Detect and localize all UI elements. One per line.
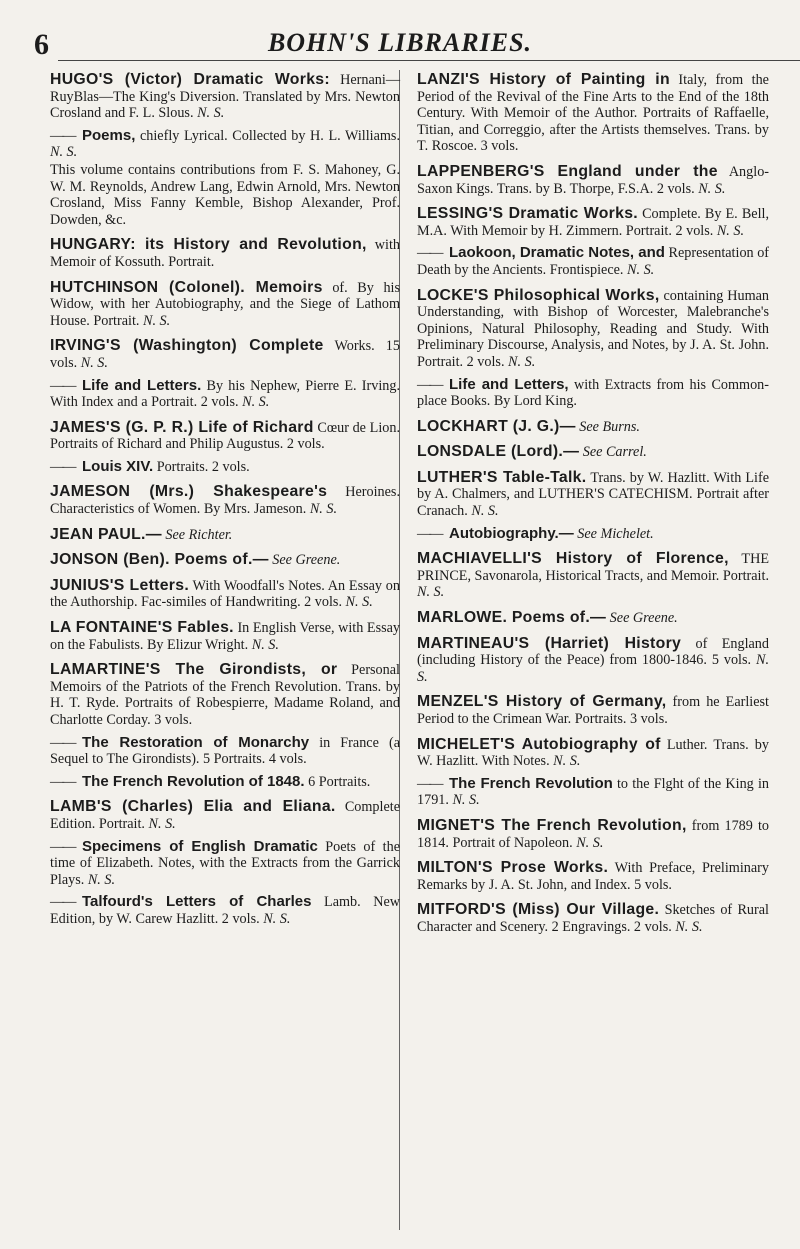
entry-description: THE PRINCE, Savonarola, Historical Tracts, and Memoir. Portrait.	[417, 551, 769, 584]
header-rule	[58, 60, 800, 61]
catalogue-entry	[50, 799, 400, 832]
series-mark: See Burns.	[579, 418, 640, 435]
series-mark: N. S.	[345, 594, 373, 611]
catalogue-entry	[50, 72, 400, 122]
catalogue-entry	[417, 164, 769, 197]
entry-heading: MENZEL'S History of Germany,	[417, 693, 667, 711]
entry-description: Anglo-Saxon Kings. Trans. by B. Thorpe, F.S.A. 2 vols.	[417, 163, 770, 197]
entry-description: Complete. By E. Bell, M.A. With Memoir by H. Zimmern. Portrait. 2 vols.	[417, 206, 770, 239]
catalogue-entry	[50, 378, 400, 411]
ditto-dash	[417, 776, 449, 793]
entry-heading: LAPPENBERG'S England under the	[417, 162, 718, 180]
catalogue-entry	[50, 128, 400, 229]
catalogue-entry	[417, 776, 769, 809]
series-mark: N. S.	[627, 261, 655, 278]
ditto-dash	[50, 459, 82, 476]
entry-heading: LA FONTAINE'S Fables.	[50, 619, 234, 637]
entry-description: from he Earliest Period to the Crimean War. Portraits. 3 vols.	[417, 694, 769, 727]
catalogue-entry	[417, 72, 769, 155]
entry-heading: HUNGARY: its History and Revolution,	[50, 236, 367, 254]
series-mark: See Carrel.	[582, 444, 647, 461]
series-mark: N. S.	[452, 792, 480, 809]
catalogue-entry	[417, 288, 769, 371]
entry-heading: LONSDALE (Lord).—	[417, 443, 580, 461]
ditto-dash	[50, 378, 82, 395]
entry-description: With Woodfall's Notes. An Essay on the Authorship. Fac-similes of Handwriting. 2 vols.	[50, 577, 400, 611]
ditto-dash	[417, 245, 449, 262]
entry-description: chiefly Lyrical. Collected by H. L. Williams.	[139, 127, 400, 144]
series-mark: N. S.	[263, 910, 291, 927]
entry-heading: HUTCHINSON (Colonel). Memoirs	[50, 278, 323, 296]
entry-heading: LAMB'S (Charles) Elia and Eliana.	[50, 798, 336, 816]
catalogue-entry	[50, 894, 400, 927]
entry-description: Hernani—RuyBlas—The King's Diversion. Translated by Mrs. Newton Crosland and F. L. Slous.	[50, 72, 401, 122]
entry-description: Sketches of Rural Character and Scenery. 2 Engravings. 2 vols.	[417, 902, 769, 935]
page-number: 6	[34, 28, 49, 61]
series-mark: N. S.	[508, 353, 536, 370]
catalogue-entry	[50, 527, 400, 544]
catalogue-entry	[50, 620, 400, 653]
catalogue-entry	[417, 636, 769, 686]
entry-description: Works. 15 vols.	[50, 338, 400, 371]
right-column	[417, 72, 769, 945]
catalogue-entry	[417, 818, 769, 851]
entry-description: In English Verse, with Essay on the Fabulists. By Elizur Wright.	[50, 620, 401, 653]
catalogue-entry	[417, 694, 769, 727]
catalogue-entry	[50, 237, 400, 270]
entry-heading: The Restoration of Monarchy	[82, 733, 310, 751]
ditto-dash	[417, 526, 449, 543]
entry-heading: MILTON'S Prose Works.	[417, 859, 609, 877]
entry-heading: JAMESON (Mrs.) Shakespeare's	[50, 483, 328, 501]
series-mark: N. S.	[675, 918, 703, 935]
entry-description: Personal Memoirs of the Patriots of the French Revolution. Trans. by H. T. Ryde. Portraits of Robespierre, Madame Roland, and Charlotte Corday. 3 vols.	[50, 662, 400, 728]
series-mark: N. S.	[50, 144, 78, 161]
entry-heading: The French Revolution of 1848.	[82, 772, 305, 790]
series-mark: N. S.	[576, 834, 604, 851]
catalogue-entry	[50, 338, 400, 371]
catalogue-entry	[417, 245, 769, 278]
entry-description: in France (a Sequel to The Girondists). 5 Portraits. 4 vols.	[50, 734, 400, 768]
entry-description: 6 Portraits.	[308, 773, 371, 790]
catalogue-entry	[50, 420, 400, 453]
entry-heading: MACHIAVELLI'S History of Florence,	[417, 550, 729, 568]
entry-description: By his Nephew, Pierre E. Irving. With Index and a Portrait. 2 vols.	[50, 377, 401, 411]
entry-description: Cœur de Lion. Portraits of Richard and Philip Augustus. 2 vols.	[50, 419, 400, 453]
entry-heading: Specimens of English Dramatic	[82, 837, 318, 855]
entry-heading: MARLOWE. Poems of.—	[417, 609, 607, 627]
entry-heading: Life and Letters,	[449, 375, 569, 393]
entry-description: Complete Edition. Portrait.	[50, 799, 401, 832]
entry-heading: MICHELET'S Autobiography of	[417, 735, 661, 753]
entry-heading: Life and Letters.	[82, 376, 202, 394]
ditto-dash	[50, 774, 82, 791]
entry-description: Heroines. Characteristics of Women. By Mrs. Jameson.	[50, 484, 400, 518]
catalogue-entry	[417, 737, 769, 770]
entry-heading: MITFORD'S (Miss) Our Village.	[417, 901, 660, 919]
series-mark: See Greene.	[609, 610, 678, 627]
catalogue-entry	[417, 444, 769, 461]
page-header	[0, 22, 800, 62]
entry-description: with Extracts from his Common-place Books. By Lord King.	[417, 376, 769, 410]
entry-heading: LOCKE'S Philosophical Works,	[417, 286, 660, 304]
entry-description: Italy, from the Period of the Revival of the Fine Arts to the End of the 18th Century. With Memoir of the Author. Portraits of Raffaelle, Titian, and Correggio, after the Artists themselves. Trans. by T. Roscoe. 3 vols.	[417, 72, 769, 155]
entry-description: Trans. by W. Hazlitt. With Life by A. Chalmers, and LUTHER'S CATECHISM. Portrait after Cranach.	[417, 469, 770, 520]
series-mark: N. S.	[242, 394, 270, 411]
catalogue-entry	[417, 206, 769, 239]
ditto-dash	[50, 839, 82, 856]
series-mark: N. S.	[251, 636, 279, 653]
running-title: BOHN'S LIBRARIES.	[267, 28, 533, 57]
catalogue-entry	[50, 578, 400, 611]
series-mark: N. S.	[471, 503, 499, 520]
series-mark: N. S.	[553, 753, 581, 770]
series-mark: N. S.	[417, 652, 769, 685]
entry-heading: LANZI'S History of Painting in	[417, 71, 670, 88]
catalogue-entry	[50, 484, 400, 517]
catalogue-entry	[50, 839, 400, 889]
series-mark: See Michelet.	[577, 525, 654, 542]
series-mark: N. S.	[716, 222, 745, 239]
ditto-dash	[50, 128, 82, 145]
catalogue-entry	[417, 860, 769, 893]
series-mark: See Richter.	[165, 526, 233, 543]
series-mark: N. S.	[148, 815, 176, 832]
entry-description: Representation of Death by the Ancients. Frontispiece.	[417, 245, 770, 278]
catalogue-entry	[417, 902, 769, 935]
entry-heading: JUNIUS'S Letters.	[50, 576, 190, 594]
series-mark: N. S.	[698, 180, 726, 197]
catalogue-entry	[417, 551, 769, 601]
entry-heading: MARTINEAU'S (Harriet) History	[417, 634, 682, 652]
catalogue-entry	[50, 735, 400, 768]
catalogue-entry	[417, 470, 769, 520]
series-mark: N. S.	[80, 354, 108, 371]
entry-heading: Autobiography.—	[449, 524, 574, 542]
series-mark: N. S.	[87, 871, 116, 888]
entry-description: to the Flght of the King in 1791.	[417, 775, 769, 809]
series-mark: N. S.	[417, 584, 445, 601]
ditto-dash	[50, 894, 82, 911]
entry-heading: LUTHER'S Table-Talk.	[417, 468, 587, 486]
left-column	[50, 72, 400, 937]
entry-heading: IRVING'S (Washington) Complete	[50, 337, 324, 355]
series-mark: See Greene.	[272, 552, 341, 569]
entry-description: Poets of the time of Elizabeth. Notes, with the Extracts from the Garrick Plays.	[50, 838, 400, 888]
catalogue-entry	[417, 610, 769, 627]
catalogue-entry	[50, 552, 400, 569]
entry-description: from 1789 to 1814. Portrait of Napoleon.	[417, 817, 769, 851]
entry-description: Luther. Trans. by W. Hazlitt. With Notes.	[417, 736, 769, 770]
catalogue-entry	[417, 419, 769, 436]
entry-description: containing Human Understanding, with Bishop of Worcester, Malebranche's Opinions, Natural Philosophy, Reading and Study. With Preliminary Discourse, Analysis, and Notes, by J. A. St. John. Portrait. 2 vols.	[417, 287, 770, 370]
entry-heading: JAMES'S (G. P. R.) Life of Richard	[50, 418, 314, 436]
series-mark: N. S.	[309, 501, 338, 518]
entry-heading: LOCKHART (J. G.)—	[417, 417, 576, 435]
entry-description: Lamb. New Edition, by W. Carew Hazlitt. 2 vols.	[50, 894, 400, 927]
catalogue-entry	[50, 774, 400, 791]
ditto-dash	[50, 735, 82, 752]
entry-heading: HUGO'S (Victor) Dramatic Works:	[50, 71, 330, 88]
catalogue-entry	[50, 280, 400, 330]
entry-heading: JEAN PAUL.—	[50, 525, 162, 543]
catalogue-entry	[50, 459, 400, 476]
catalogue-entry	[417, 377, 769, 410]
entry-description: With Preface, Preliminary Remarks by J. A. St. John, and Index. 5 vols.	[417, 860, 769, 893]
catalogue-entry	[417, 526, 769, 543]
entry-heading: LAMARTINE'S The Girondists, or	[50, 661, 338, 679]
entry-description: with Memoir of Kossuth. Portrait.	[50, 237, 401, 270]
catalogue-entry	[50, 662, 400, 728]
ditto-dash	[417, 377, 449, 394]
entry-heading: JONSON (Ben). Poems of.—	[50, 551, 269, 569]
entry-heading: Louis XIV.	[82, 457, 154, 475]
entry-heading: Poems,	[82, 126, 136, 144]
entry-heading: Talfourd's Letters of Charles	[82, 893, 312, 911]
entry-description: of. By his Widow, with her Autobiography, and the Siege of Lathom House. Portrait.	[50, 279, 400, 329]
entry-heading: LESSING'S Dramatic Works.	[417, 205, 638, 223]
series-mark: N. S.	[197, 105, 225, 122]
entry-heading: Laokoon, Dramatic Notes, and	[449, 244, 665, 262]
entry-heading: The French Revolution	[449, 774, 613, 792]
entry-note: This volume contains contributions from F. S. Mahoney, G. W. M. Reynolds, Andrew Lang, Edwin Arnold, Mrs. Newton Crosland, Miss Fanny Kemble, Bishop Alexander, Prof. Dowden, &c.	[50, 161, 400, 228]
entry-description: Portraits. 2 vols.	[156, 458, 250, 475]
entry-description: of England (including History of the Peace) from 1800-1846. 5 vols.	[417, 635, 769, 669]
series-mark: N. S.	[143, 312, 171, 329]
entry-heading: MIGNET'S The French Revolution,	[417, 816, 687, 834]
